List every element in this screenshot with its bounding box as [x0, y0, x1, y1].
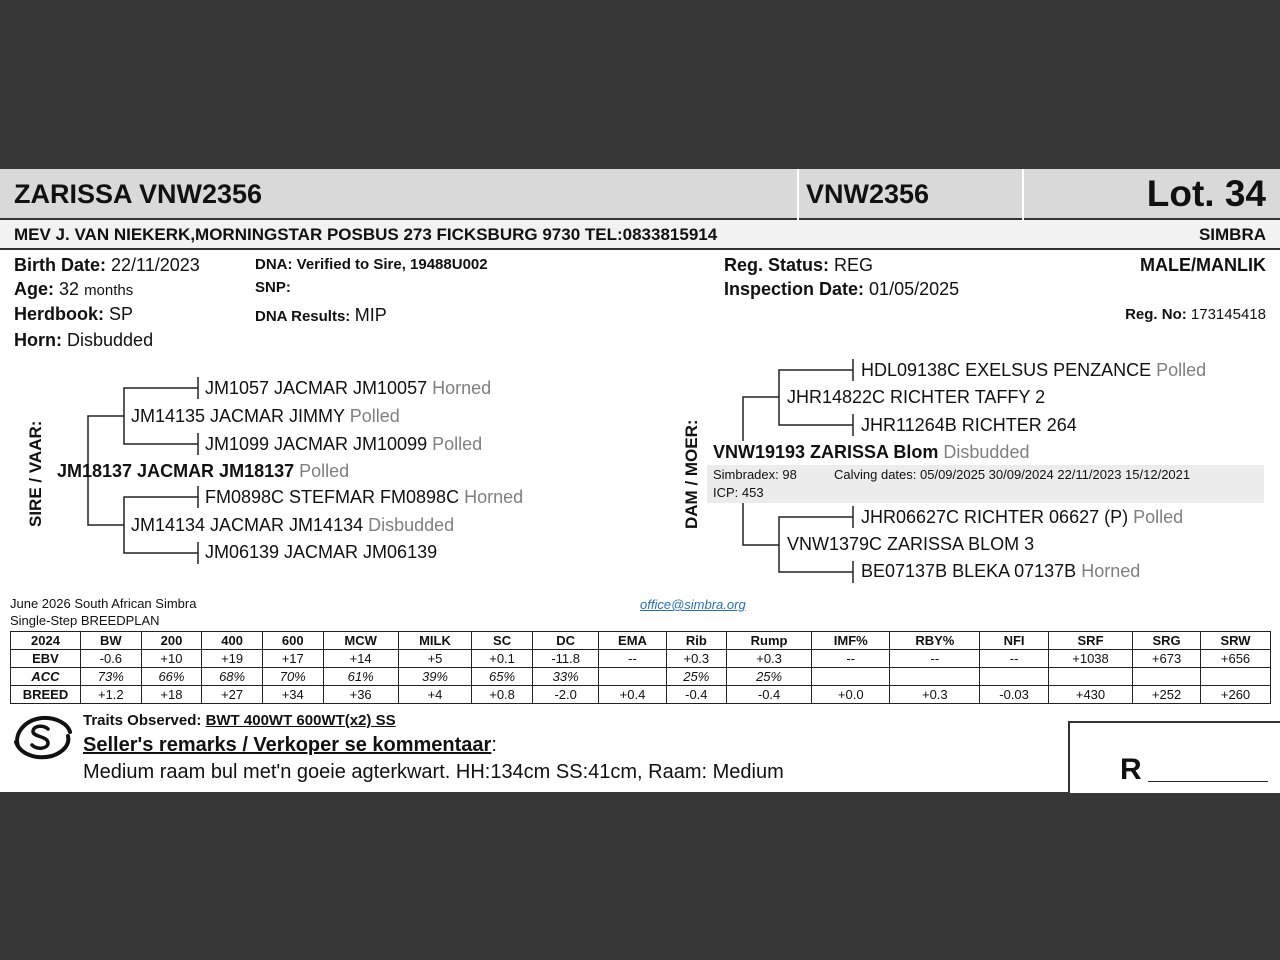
table-header-cell: SC [472, 632, 533, 650]
table-cell: -0.03 [980, 686, 1049, 704]
table-cell: -- [890, 650, 980, 668]
table-cell: -0.4 [666, 686, 727, 704]
table-cell [1048, 668, 1132, 686]
table-header-cell: RBY% [890, 632, 980, 650]
dna-results: DNA Results: MIP [255, 305, 387, 325]
dam-sire-dam: JHR11264B RICHTER 264 [861, 415, 1077, 435]
table-cell: +252 [1133, 686, 1201, 704]
table-cell: +5 [398, 650, 472, 668]
table-header-cell: Rib [666, 632, 727, 650]
sire: JM18137 JACMAR JM18137 Polled [57, 461, 350, 481]
table-cell: 33% [532, 668, 599, 686]
table-cell: ACC [11, 668, 81, 686]
sire-sire-sire: JM1057 JACMAR JM10057 Horned [205, 378, 492, 398]
breed-row [11, 686, 1271, 704]
table-cell: +14 [323, 650, 398, 668]
remarks-text: Medium raam bul met'n goeie agterkwart. HH:134cm SS:41cm, Raam: Medium [83, 761, 784, 783]
table-cell: +27 [202, 686, 263, 704]
table-cell: +17 [262, 650, 323, 668]
dam: VNW19193 ZARISSA Blom Disbudded [713, 442, 1030, 462]
table-cell: 61% [323, 668, 398, 686]
table-cell: +0.3 [727, 650, 812, 668]
table-cell: +260 [1201, 686, 1271, 704]
table-cell: -0.4 [727, 686, 812, 704]
sire-side-label: SIRE / VAAR: [26, 420, 45, 527]
price-prefix: R [1120, 753, 1142, 786]
table-header-cell: Rump [727, 632, 812, 650]
table-cell [1201, 668, 1271, 686]
table-cell: +4 [398, 686, 472, 704]
dam-dam-dam: BE07137B BLEKA 07137B Horned [861, 561, 1141, 581]
table-cell [980, 668, 1049, 686]
table-header-cell: BW [81, 632, 142, 650]
birth-date: Birth Date: 22/11/2023 [14, 255, 200, 275]
simbra-logo-icon [12, 712, 74, 762]
herdbook: Herdbook: SP [14, 304, 134, 324]
dam-sire-sire: HDL09138C EXELSUS PENZANCE Polled [861, 360, 1207, 380]
dam-dam-sire: JHR06627C RICHTER 06627 (P) Polled [861, 507, 1184, 527]
reg-status: Reg. Status: REG [724, 255, 874, 275]
table-cell: +18 [141, 686, 202, 704]
calving-dates: Calving dates: 05/09/2025 30/09/2024 22/11/2023 15/12/2021 [834, 467, 1191, 482]
table-cell: +0.3 [666, 650, 727, 668]
table-cell: 73% [81, 668, 142, 686]
table-header-cell: NFI [980, 632, 1049, 650]
ebv-row [11, 650, 1271, 668]
table-cell: -- [980, 650, 1049, 668]
table-cell: +0.1 [472, 650, 533, 668]
sire-dam-sire: FM0898C STEFMAR FM0898C Horned [205, 487, 524, 507]
reg-no: Reg. No: 173145418 [1125, 306, 1266, 323]
table-cell: 65% [472, 668, 533, 686]
table-cell: 25% [727, 668, 812, 686]
table-cell: +10 [141, 650, 202, 668]
sire-dam: JM14134 JACMAR JM14134 Disbudded [131, 515, 455, 535]
table-cell: 68% [202, 668, 263, 686]
table-header-cell: SRW [1201, 632, 1271, 650]
breed-name: SIMBRA [1198, 225, 1266, 244]
table-cell: 25% [666, 668, 727, 686]
table-cell: 70% [262, 668, 323, 686]
table-cell: +19 [202, 650, 263, 668]
table-cell [1133, 668, 1201, 686]
table-header-cell: IMF% [812, 632, 890, 650]
table-cell: -0.6 [81, 650, 142, 668]
table-cell: +1038 [1048, 650, 1132, 668]
sire-dam-dam: JM06139 JACMAR JM06139 [205, 542, 438, 562]
acc-row [11, 668, 1271, 686]
sire-sire: JM14135 JACMAR JIMMY Polled [131, 406, 400, 426]
breedplan-line2: Single-Step BREEDPLAN [10, 613, 160, 628]
table-cell [890, 668, 980, 686]
animal-name: ZARISSA VNW2356 [14, 179, 263, 209]
table-cell: +430 [1048, 686, 1132, 704]
table-header-cell: EMA [599, 632, 666, 650]
table-cell: BREED [11, 686, 81, 704]
table-header-cell: SRG [1133, 632, 1201, 650]
animal-id: VNW2356 [806, 179, 930, 209]
table-header-cell: MILK [398, 632, 472, 650]
dam-dam: VNW1379C ZARISSA BLOM 3 [787, 534, 1035, 554]
inspection-date: Inspection Date: 01/05/2025 [724, 279, 960, 299]
table-cell: +0.4 [599, 686, 666, 704]
table-cell: +656 [1201, 650, 1271, 668]
table-cell: 39% [398, 668, 472, 686]
table-cell: -2.0 [532, 686, 599, 704]
table-header-cell: MCW [323, 632, 398, 650]
table-header-cell: DC [532, 632, 599, 650]
table-cell: +1.2 [81, 686, 142, 704]
table-cell: +0.0 [812, 686, 890, 704]
breedplan-line1: June 2026 South African Simbra [10, 596, 197, 611]
dam-side-label: DAM / MOER: [682, 419, 701, 529]
lot-number: Lot. 34 [1146, 173, 1266, 214]
sire-sire-dam: JM1099 JACMAR JM10099 Polled [205, 434, 483, 454]
sex: MALE/MANLIK [1140, 255, 1266, 275]
price-line[interactable] [1148, 781, 1268, 782]
ebv-table [10, 631, 1271, 704]
dam-sire: JHR14822C RICHTER TAFFY 2 [787, 387, 1046, 407]
simbradex: Simbradex: 98 [713, 467, 797, 482]
table-cell: +36 [323, 686, 398, 704]
table-cell: +673 [1133, 650, 1201, 668]
table-cell: +34 [262, 686, 323, 704]
table-cell [599, 668, 666, 686]
table-header-cell: SRF [1048, 632, 1132, 650]
table-cell: -11.8 [532, 650, 599, 668]
table-cell: EBV [11, 650, 81, 668]
traits-observed: Traits Observed: BWT 400WT 600WT(x2) SS [83, 712, 396, 729]
age: Age: 32 months [14, 279, 134, 299]
table-cell: +0.8 [472, 686, 533, 704]
price-box [1068, 721, 1280, 793]
remarks-heading: Seller's remarks / Verkoper se kommentaar: [83, 734, 497, 756]
table-cell [812, 668, 890, 686]
table-cell: +0.3 [890, 686, 980, 704]
lot-card [0, 169, 1280, 792]
table-header-cell: 400 [202, 632, 263, 650]
table-header-cell: 200 [141, 632, 202, 650]
dna-verified: DNA: Verified to Sire, 19488U002 [255, 256, 488, 273]
table-header-cell: 600 [262, 632, 323, 650]
ebv-header-row [11, 632, 1271, 650]
table-cell: -- [812, 650, 890, 668]
snp: SNP: [255, 279, 291, 296]
owner-address: MEV J. VAN NIEKERK,MORNINGSTAR POSBUS 273 FICKSBURG 9730 TEL:0833815914 [14, 225, 718, 244]
table-header-cell: 2024 [11, 632, 81, 650]
email-link[interactable]: office@simbra.org [640, 597, 746, 612]
table-cell: 66% [141, 668, 202, 686]
table-cell: -- [599, 650, 666, 668]
horn-status: Horn: Disbudded [14, 330, 154, 350]
icp: ICP: 453 [713, 485, 764, 500]
